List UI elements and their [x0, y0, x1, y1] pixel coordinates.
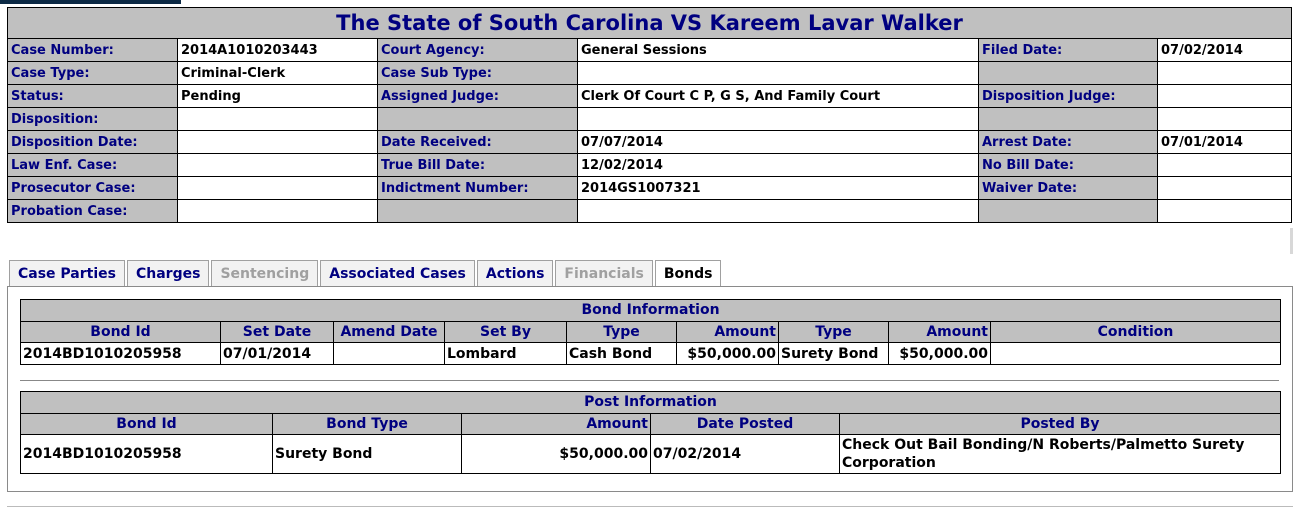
field-label: [378, 108, 578, 131]
table-cell: Cash Bond: [567, 343, 677, 365]
column-header: Amount: [462, 414, 651, 435]
tab-case-parties[interactable]: Case Parties: [9, 260, 125, 287]
column-header: Date Posted: [651, 414, 840, 435]
table-cell: Check Out Bail Bonding/N Roberts/Palmetto Surety Corporation: [840, 435, 1281, 474]
column-header: Bond Type: [273, 414, 462, 435]
field-value: [1158, 177, 1292, 200]
field-label: Disposition Date:: [8, 131, 178, 154]
column-header: Amount: [889, 322, 991, 343]
field-value: [178, 177, 378, 200]
column-header: Bond Id: [21, 414, 273, 435]
field-label: Law Enf. Case:: [8, 154, 178, 177]
field-value: [578, 200, 979, 223]
field-label: [378, 200, 578, 223]
bond-information-table: [20, 299, 1281, 365]
field-label: [979, 200, 1158, 223]
column-header: Type: [567, 322, 677, 343]
field-label: Waiver Date:: [979, 177, 1158, 200]
field-label: Filed Date:: [979, 39, 1158, 62]
case-field-row: [8, 39, 1292, 62]
post-information-caption: Post Information: [21, 392, 1281, 414]
column-header: Bond Id: [21, 322, 221, 343]
field-value: [1158, 108, 1292, 131]
field-value: [1158, 154, 1292, 177]
table-cell: [334, 343, 445, 365]
tab-financials: Financials: [555, 260, 652, 287]
column-header: Set Date: [221, 322, 334, 343]
tab-actions[interactable]: Actions: [477, 260, 554, 287]
field-label: Probation Case:: [8, 200, 178, 223]
field-value: [178, 200, 378, 223]
table-cell: Surety Bond: [273, 435, 462, 474]
field-label: Disposition Judge:: [979, 85, 1158, 108]
field-value: Clerk Of Court C P, G S, And Family Court: [578, 85, 979, 108]
field-label: [979, 108, 1158, 131]
bond-information-caption: Bond Information: [21, 300, 1281, 322]
field-label: True Bill Date:: [378, 154, 578, 177]
field-label: Indictment Number:: [378, 177, 578, 200]
table-row: [21, 435, 1281, 474]
field-label: Court Agency:: [378, 39, 578, 62]
field-value: 2014GS1007321: [578, 177, 979, 200]
case-field-row: [8, 177, 1292, 200]
case-field-row: [8, 62, 1292, 85]
table-cell: Lombard: [445, 343, 567, 365]
tab-charges[interactable]: Charges: [127, 260, 209, 287]
table-cell: [991, 343, 1281, 365]
field-value: 12/02/2014: [578, 154, 979, 177]
tab-bonds[interactable]: Bonds: [655, 260, 722, 288]
case-title: The State of South Carolina VS Kareem Lavar Walker: [8, 8, 1292, 39]
field-value: General Sessions: [578, 39, 979, 62]
field-label: Assigned Judge:: [378, 85, 578, 108]
case-fields: [8, 39, 1292, 223]
table-cell: $50,000.00: [462, 435, 651, 474]
field-label: Disposition:: [8, 108, 178, 131]
case-field-row: [8, 131, 1292, 154]
section-divider: [20, 380, 1279, 381]
bond-header-row: [21, 322, 1281, 343]
column-header: Amount: [677, 322, 779, 343]
column-header: Condition: [991, 322, 1281, 343]
table-cell: 2014BD1010205958: [21, 435, 273, 474]
top-nav-strip: [0, 0, 181, 4]
table-cell: 07/02/2014: [651, 435, 840, 474]
field-value: Criminal-Clerk: [178, 62, 378, 85]
field-value: [1158, 85, 1292, 108]
case-tabs: [9, 260, 723, 287]
case-field-row: [8, 200, 1292, 223]
field-value: 07/07/2014: [578, 131, 979, 154]
column-header: Type: [779, 322, 889, 343]
field-label: No Bill Date:: [979, 154, 1158, 177]
post-information-table: [20, 391, 1281, 474]
table-cell: 07/01/2014: [221, 343, 334, 365]
case-summary-table: [7, 7, 1292, 223]
field-value: [178, 108, 378, 131]
case-field-row: [8, 108, 1292, 131]
field-label: Case Sub Type:: [378, 62, 578, 85]
column-header: Amend Date: [334, 322, 445, 343]
field-label: Prosecutor Case:: [8, 177, 178, 200]
field-value: [1158, 62, 1292, 85]
field-value: [578, 62, 979, 85]
column-header: Posted By: [840, 414, 1281, 435]
case-field-row: [8, 154, 1292, 177]
field-label: Case Number:: [8, 39, 178, 62]
field-value: [178, 154, 378, 177]
field-value: Pending: [178, 85, 378, 108]
field-value: 07/01/2014: [1158, 131, 1292, 154]
scrollbar-thumb[interactable]: [1290, 228, 1293, 254]
case-field-row: [8, 85, 1292, 108]
post-header-row: [21, 414, 1281, 435]
table-cell: Surety Bond: [779, 343, 889, 365]
field-label: Date Received:: [378, 131, 578, 154]
table-cell: $50,000.00: [889, 343, 991, 365]
column-header: Set By: [445, 322, 567, 343]
tab-associated-cases[interactable]: Associated Cases: [320, 260, 475, 287]
field-value: 2014A1010203443: [178, 39, 378, 62]
tab-sentencing: Sentencing: [211, 260, 318, 287]
field-label: [979, 62, 1158, 85]
field-value: [578, 108, 979, 131]
field-label: Case Type:: [8, 62, 178, 85]
field-value: [1158, 200, 1292, 223]
field-label: Arrest Date:: [979, 131, 1158, 154]
field-value: [178, 131, 378, 154]
table-cell: $50,000.00: [677, 343, 779, 365]
table-row: [21, 343, 1281, 365]
table-cell: 2014BD1010205958: [21, 343, 221, 365]
field-label: Status:: [8, 85, 178, 108]
field-value: 07/02/2014: [1158, 39, 1292, 62]
